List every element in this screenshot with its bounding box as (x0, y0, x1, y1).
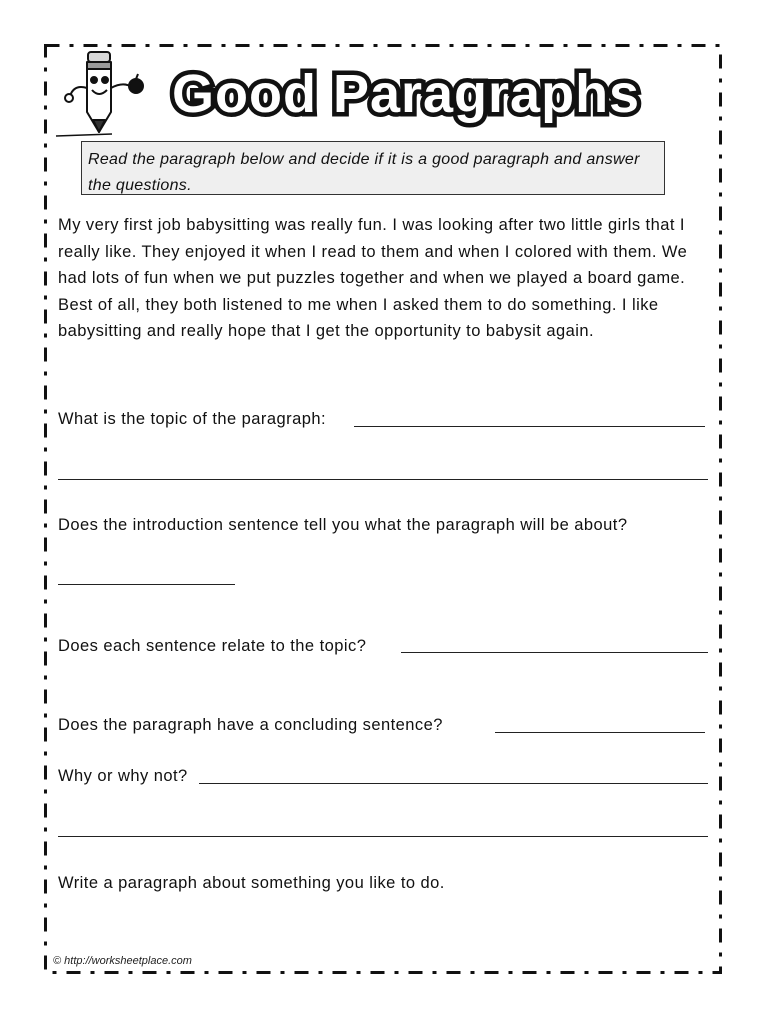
answer-topic-line-1[interactable] (354, 426, 705, 427)
page-title-text: Good Paragraphs (172, 64, 641, 124)
question-topic: What is the topic of the paragraph: (58, 410, 326, 428)
reading-paragraph: My very first job babysitting was really fun. I was looking after two little girls that I really like. They enjoyed it when I read to them and when I colored with them. We had lots of fun when we put puzzles together and when we played a board game. Best of all, they both listened to me when I asked them to do something. I like babysitting and really hope that I get the opportunity to babysit again. (58, 216, 688, 340)
answer-why-line-2[interactable] (58, 836, 708, 837)
footer-copyright: © http://worksheetplace.com (53, 955, 192, 967)
instruction-text: Read the paragraph below and decide if it is a good paragraph and answer the questions. (88, 151, 640, 194)
answer-relate-line[interactable] (401, 652, 708, 653)
instruction-box (81, 141, 665, 195)
question-why: Why or why not? (58, 767, 188, 785)
answer-topic-line-2[interactable] (58, 479, 708, 480)
question-write: Write a paragraph about something you like to do. (58, 874, 445, 892)
page-title (168, 52, 668, 132)
pencil-mascot-icon (52, 48, 162, 140)
answer-introduction-line[interactable] (58, 584, 235, 585)
answer-concluding-line[interactable] (495, 732, 705, 733)
question-introduction: Does the introduction sentence tell you what the paragraph will be about? (58, 516, 628, 534)
question-concluding: Does the paragraph have a concluding sentence? (58, 716, 443, 734)
answer-why-line-1[interactable] (199, 783, 708, 784)
question-relate: Does each sentence relate to the topic? (58, 637, 367, 655)
